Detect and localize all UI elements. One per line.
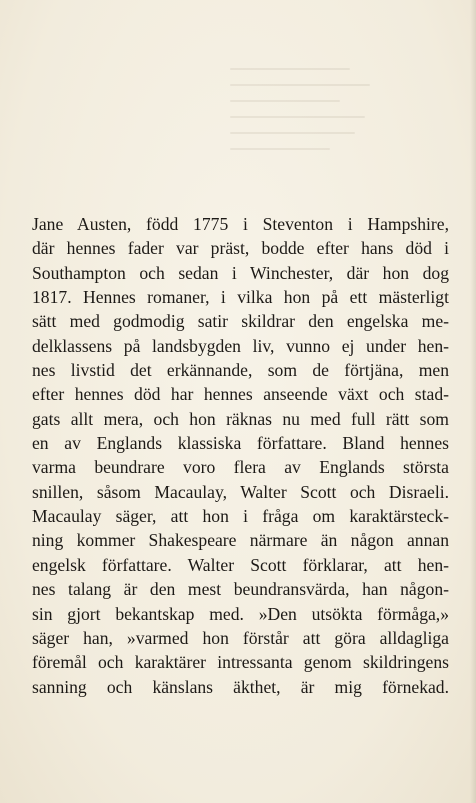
text-line: sätt med godmodig satir skildrar den engelska me- bbox=[32, 311, 449, 332]
page-edge bbox=[470, 0, 476, 803]
text-line: föremål och karaktärer intressanta genom skildringens bbox=[32, 652, 449, 673]
text-line: säger han, »varmed hon förstår att göra alldagliga bbox=[32, 627, 449, 648]
text-line: sanning och känslans äkthet, är mig förnekad. bbox=[32, 676, 449, 697]
text-line: snillen, såsom Macaulay, Walter Scott och Disraeli. bbox=[32, 481, 449, 502]
paragraph bbox=[32, 212, 449, 699]
text-line: sin gjort bekantskap med. »Den utsökta förmåga,» bbox=[32, 603, 449, 624]
text-line: delklassens på landsbygden liv, vunno ej under hen- bbox=[32, 335, 449, 356]
text-line: nes livstid det erkännande, som de förtjäna, men bbox=[32, 360, 449, 381]
text-line: en av Englands klassiska författare. Bland hennes bbox=[32, 433, 449, 454]
text-line: engelsk författare. Walter Scott förklarar, att hen- bbox=[32, 554, 449, 575]
text-line: efter hennes död har hennes anseende växt och stad- bbox=[32, 384, 449, 405]
text-line: där hennes fader var präst, bodde efter hans död i bbox=[32, 238, 449, 259]
text-line: ning kommer Shakespeare närmare än någon annan bbox=[32, 530, 449, 551]
text-line: nes talang är den mest beundransvärda, han någon- bbox=[32, 579, 449, 600]
text-line: varma beundrare voro flera av Englands största bbox=[32, 457, 449, 478]
show-through-text bbox=[230, 68, 380, 188]
text-line: Southampton och sedan i Winchester, där hon dog bbox=[32, 262, 449, 283]
text-line: gats allt mera, och hon räknas nu med full rätt som bbox=[32, 408, 449, 429]
text-line: Jane Austen, född 1775 i Steventon i Hampshire, bbox=[32, 214, 449, 234]
text-line: Macaulay säger, att hon i fråga om karaktärsteck- bbox=[32, 506, 449, 527]
text-line: 1817. Hennes romaner, i vilka hon på ett mästerligt bbox=[32, 287, 449, 308]
